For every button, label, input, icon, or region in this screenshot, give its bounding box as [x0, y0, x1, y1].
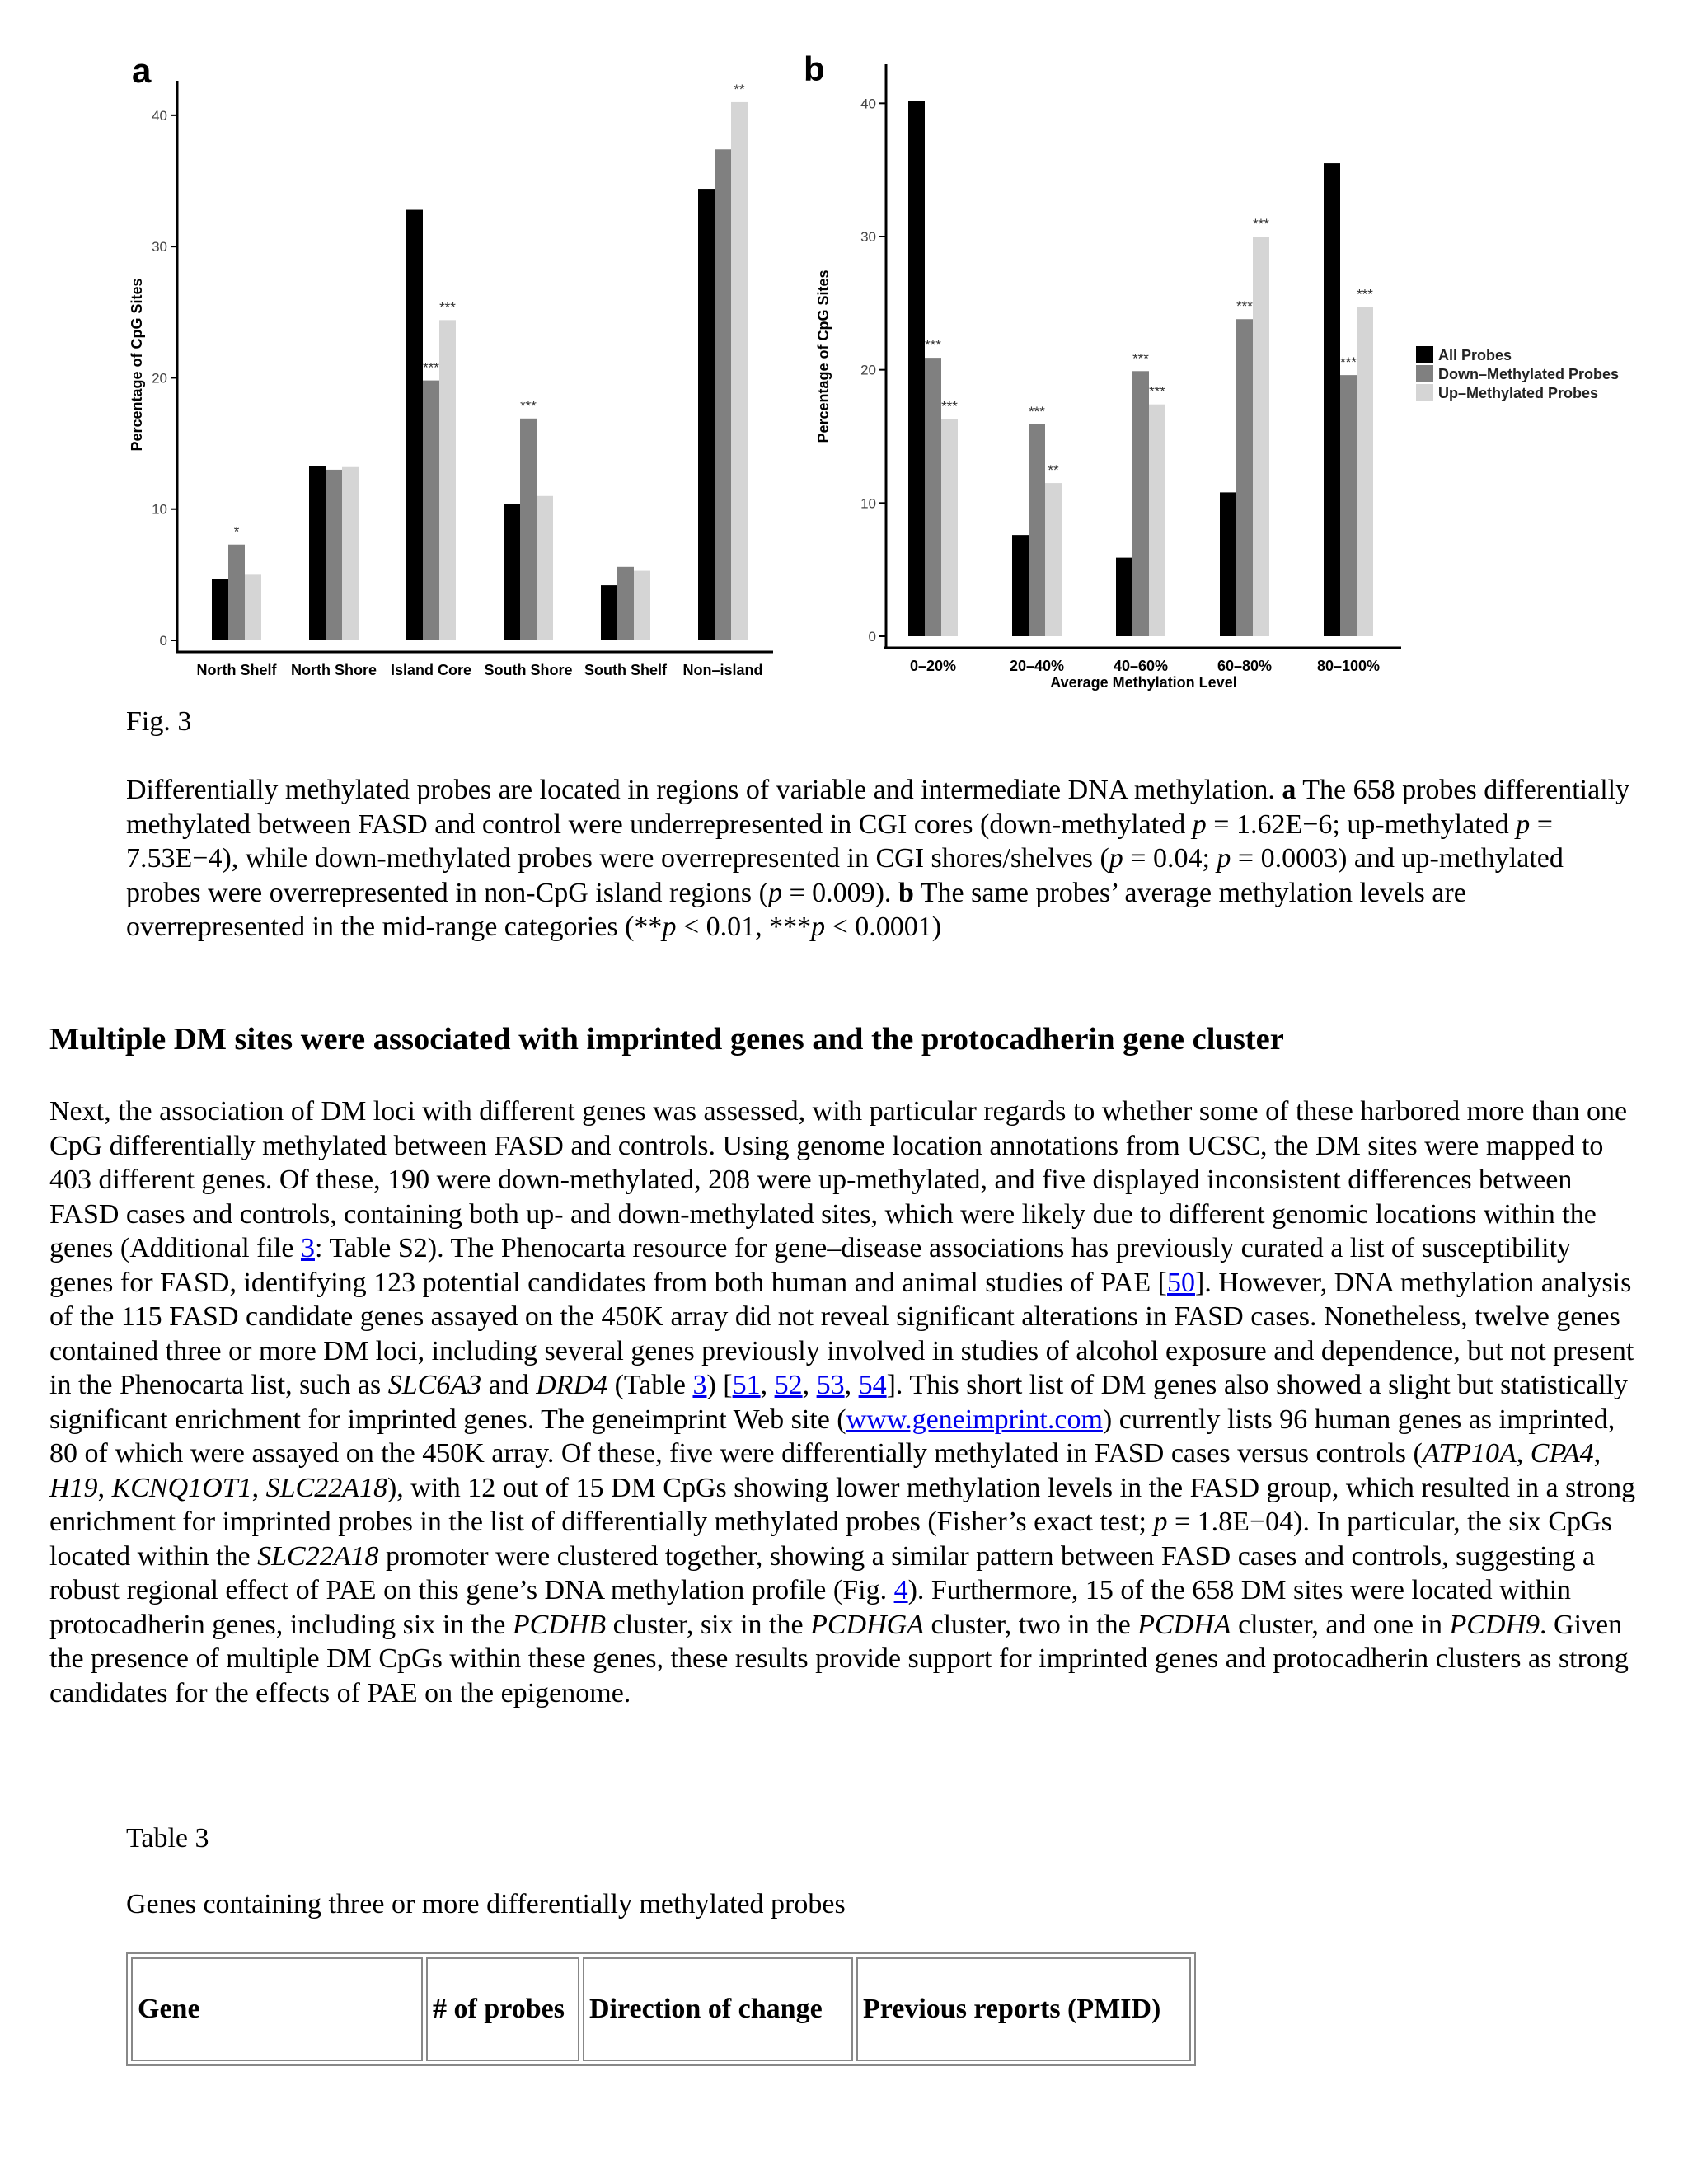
bar-0-20-up-methylated-probes [941, 419, 958, 636]
legend-label-all-probes: All Probes [1438, 347, 1512, 363]
bar-island-core-up-methylated-probes [439, 320, 456, 640]
legend-label-down-methylated-probes: Down–Methylated Probes [1438, 366, 1620, 382]
x-tick-label: 40–60% [1113, 658, 1169, 674]
bar-south-shore-up-methylated-probes [537, 496, 553, 640]
bar-40-60-down-methylated-probes [1132, 371, 1149, 636]
table-3 [126, 1952, 1196, 2066]
bar-60-80-all-probes [1220, 492, 1236, 636]
y-tick-label: 40 [152, 107, 167, 124]
significance-marker: *** [1132, 350, 1149, 367]
bar-20-40-all-probes [1012, 535, 1029, 636]
bar-20-40-down-methylated-probes [1029, 424, 1045, 636]
bar-non-island-down-methylated-probes [715, 149, 731, 640]
link-additional-file-3[interactable]: 3 [300, 1233, 315, 1263]
bar-40-60-up-methylated-probes [1149, 405, 1165, 636]
legend-swatch-down-methylated-probes [1416, 365, 1433, 382]
x-tick-label: South Shelf [584, 662, 667, 678]
significance-marker: *** [1029, 403, 1045, 419]
figure-3 [0, 0, 1688, 725]
table-label: Table 3 [126, 1823, 209, 1854]
bar-non-island-up-methylated-probes [731, 102, 748, 640]
x-tick-label: 60–80% [1217, 658, 1273, 674]
x-axis-label: Average Methylation Level [1050, 674, 1237, 691]
y-tick-label: 10 [152, 501, 167, 518]
y-tick-label: 0 [868, 629, 876, 644]
significance-marker: *** [423, 359, 439, 376]
legend-label-up-methylated-probes: Up–Methylated Probes [1438, 385, 1599, 401]
section-body: Next, the association of DM loci with different genes was assessed, with particular regards to whether some of these harbored more than one CpG differentially methylated between FASD and controls. Using genome location annotations from UCSC, the DM sites were mapped to 403 different genes. Of these, 190 were down-methylated, 208 were up-methylated, and five displayed inconsistent differences between FASD cases and controls, containing both up- and down-methylated sites, which were likely due to different genomic locations within the genes (Additional file 3: Table S2). The Phenocarta resource for gene–disease associations has previously curated a list of susceptibility genes for FASD, identifying 123 potential candidates from both human and animal studies of PAE [50]. However, DNA methylation analysis of the 115 FASD candidate genes assayed on the 450K array did not reveal significant alterations in FASD cases. Nonetheless, twelve genes contained three or more DM loci, including several genes previously involved in studies of alcohol exposure and dependence, but not present in the Phenocarta list, such as SLC6A3 and DRD4 (Table 3) [51, 52, 53, 54]. This short list of DM genes also showed a slight but statistically significant enrichment for imprinted genes. The geneimprint Web site (www.geneimprint.com) currently lists 96 human genes as imprinted, 80 of which were assayed on the 450K array. Of these, five were differentially methylated in FASD cases versus controls (ATP10A, CPA4, H19, KCNQ1OT1, SLC22A18), with 12 out of 15 DM CpGs showing lower methylation levels in the FASD group, which resulted in a strong enrichment for imprinted probes in the list of differentially methylated probes (Fisher’s exact test; p = 1.8E−04). In particular, the six CpGs located within the SLC22A18 promoter were clustered together, showing a similar pattern between FASD cases and controls, suggesting a robust regional effect of PAE on this gene’s DNA methylation profile (Fig. 4). Furthermore, 15 of the 658 DM sites were located within protocadherin genes, including six in the PCDHB cluster, six in the PCDHGA cluster, two in the PCDHA cluster, and one in PCDH9. Given the presence of multiple DM CpGs within these genes, these results provide support for imprinted genes and protocadherin clusters as strong candidates for the effects of PAE on the epigenome. [49, 1096, 1636, 1708]
y-tick-label: 20 [860, 362, 876, 378]
significance-marker: *** [941, 398, 958, 415]
table-header-row [131, 1957, 1191, 2061]
col-header-direction: Direction of change [583, 1957, 853, 2061]
chart-b [815, 64, 1401, 691]
significance-marker: * [233, 523, 240, 540]
x-tick-label: 20–40% [1009, 658, 1065, 674]
y-tick-label: 40 [860, 96, 876, 112]
x-tick-label: Island Core [390, 662, 472, 678]
table-caption: Genes containing three or more differentially methylated probes [126, 1889, 846, 1919]
significance-marker: *** [925, 337, 941, 354]
bar-south-shelf-up-methylated-probes [634, 571, 650, 640]
legend-swatch-up-methylated-probes [1416, 384, 1433, 401]
significance-marker: *** [439, 299, 456, 316]
bar-island-core-all-probes [406, 210, 423, 640]
bar-north-shore-down-methylated-probes [326, 470, 342, 640]
figure-label: Fig. 3 [126, 706, 192, 737]
bar-40-60-all-probes [1116, 558, 1132, 636]
bar-60-80-up-methylated-probes [1253, 237, 1269, 636]
bar-north-shelf-down-methylated-probes [228, 545, 245, 640]
bar-80-100-all-probes [1324, 163, 1340, 636]
chart-a [129, 81, 773, 678]
y-tick-label: 20 [152, 370, 167, 387]
significance-marker: *** [1357, 286, 1373, 302]
bar-north-shore-all-probes [309, 466, 326, 640]
chart-legend [1416, 346, 1619, 401]
bar-south-shore-all-probes [504, 504, 520, 640]
significance-marker: ** [1048, 462, 1059, 479]
x-tick-label: Non–island [682, 662, 763, 678]
bar-south-shelf-all-probes [601, 585, 617, 640]
bar-0-20-all-probes [908, 101, 925, 636]
y-tick-label: 30 [152, 239, 167, 255]
bar-north-shelf-all-probes [212, 579, 228, 640]
significance-marker: *** [1340, 354, 1357, 371]
bar-60-80-down-methylated-probes [1236, 319, 1253, 636]
link-fig-4[interactable]: 4 [893, 1575, 908, 1605]
col-header-probes: # of probes [426, 1957, 579, 2061]
x-tick-label: 0–20% [909, 658, 957, 674]
y-tick-label: 30 [860, 229, 876, 245]
significance-marker: *** [1253, 216, 1269, 232]
x-tick-label: North Shelf [196, 662, 277, 678]
link-ref-54[interactable]: 54 [858, 1370, 887, 1400]
bar-0-20-down-methylated-probes [925, 358, 941, 636]
bar-80-100-down-methylated-probes [1340, 375, 1357, 636]
bar-north-shelf-up-methylated-probes [245, 574, 261, 640]
y-axis-label: Percentage of CpG Sites [815, 269, 832, 443]
y-tick-label: 0 [159, 633, 167, 649]
legend-swatch-all-probes [1416, 346, 1433, 363]
bar-non-island-all-probes [698, 189, 715, 640]
x-tick-label: North Shore [290, 662, 377, 678]
link-geneimprint[interactable]: www.geneimprint.com [846, 1404, 1103, 1435]
bar-island-core-down-methylated-probes [423, 381, 439, 640]
col-header-gene: Gene [131, 1957, 423, 2061]
bar-80-100-up-methylated-probes [1357, 307, 1373, 636]
significance-marker: *** [1149, 383, 1165, 400]
panel-b-letter: b [804, 49, 825, 88]
bar-south-shelf-down-methylated-probes [617, 567, 634, 640]
significance-marker: ** [734, 81, 745, 97]
y-axis-label: Percentage of CpG Sites [129, 278, 145, 452]
x-tick-label: South Shore [484, 662, 573, 678]
panel-a-letter: a [132, 51, 152, 90]
col-header-previous-reports: Previous reports (PMID) [856, 1957, 1191, 2061]
link-table-3[interactable]: 3 [692, 1370, 707, 1400]
x-tick-label: 80–100% [1316, 658, 1381, 674]
link-ref-50[interactable]: 50 [1167, 1267, 1195, 1298]
bar-north-shore-up-methylated-probes [342, 467, 359, 640]
y-tick-label: 10 [860, 495, 876, 512]
bar-south-shore-down-methylated-probes [520, 419, 537, 640]
link-ref-51[interactable]: 51 [732, 1370, 761, 1400]
significance-marker: *** [520, 397, 537, 414]
significance-marker: *** [1236, 298, 1253, 315]
section-heading: Multiple DM sites were associated with imprinted genes and the protocadherin gene cluster [49, 1022, 1284, 1057]
bar-20-40-up-methylated-probes [1045, 483, 1062, 636]
figure-caption: Differentially methylated probes are located in regions of variable and intermediate DNA methylation. a The 658 probes differentially methylated between FASD and control were underrepresented in CGI cores (down-methylated p = 1.62E−6; up-methylated p = 7.53E−4), while down-methylated probes were overrepresented in CGI shores/shelves (p = 0.04; p = 0.0003) and up-methylated probes were overrepresented in non-CpG island regions (p = 0.009). b The same probes’ average methylation levels are overrepresented in the mid-range categories (**p < 0.01, ***p < 0.0001) [126, 775, 1630, 942]
link-ref-52[interactable]: 52 [774, 1370, 803, 1400]
link-ref-53[interactable]: 53 [816, 1370, 845, 1400]
